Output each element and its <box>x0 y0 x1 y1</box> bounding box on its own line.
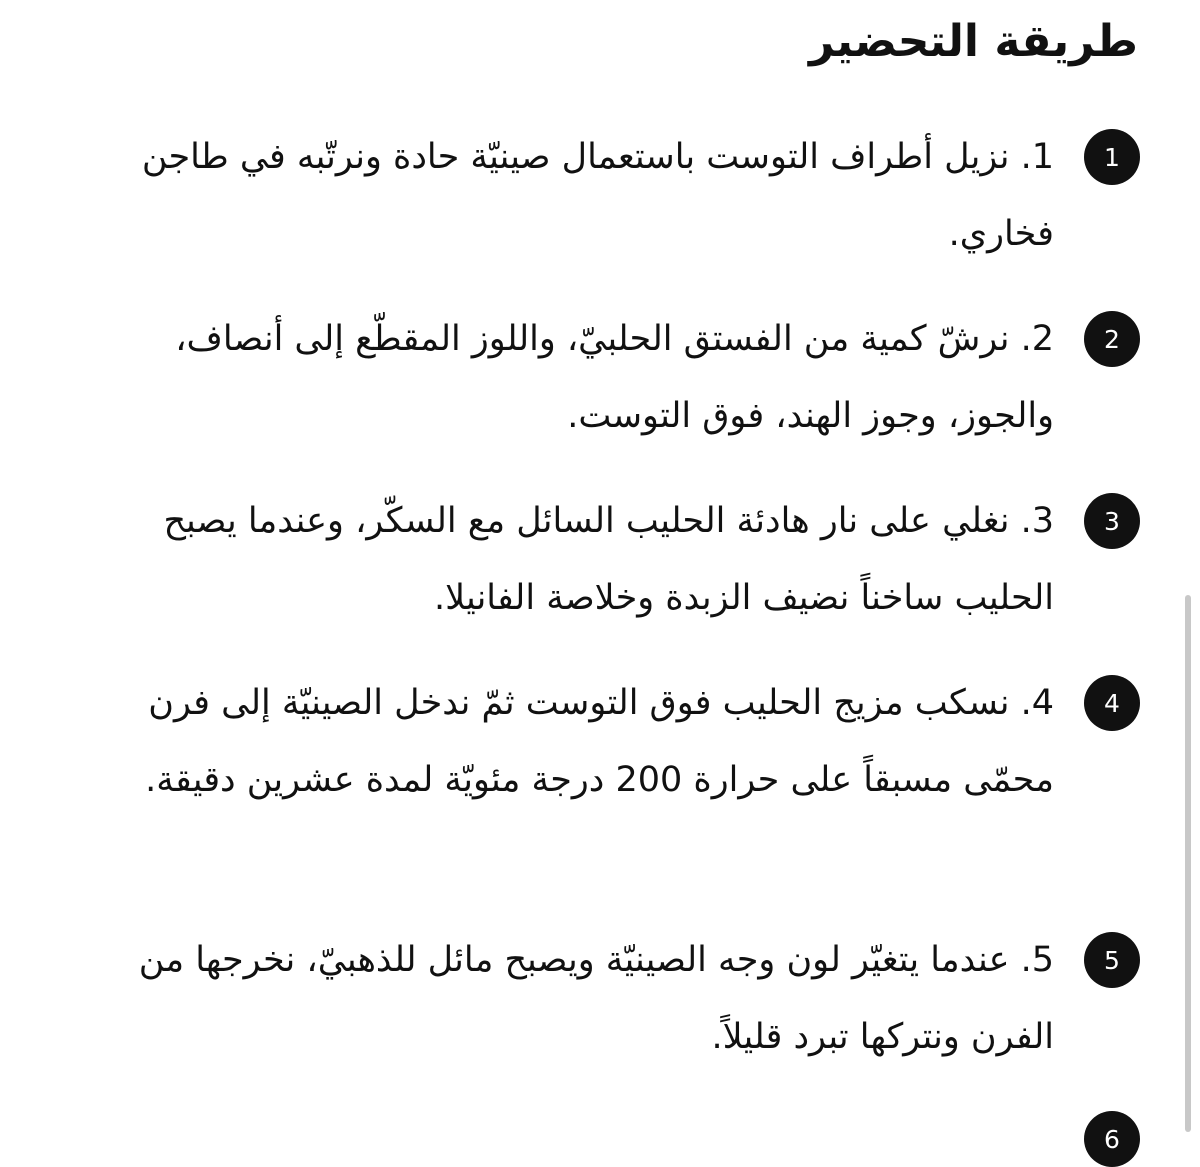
step-prefix: 2. <box>1009 319 1054 359</box>
step-number-badge: 1 <box>1084 129 1140 185</box>
step-number-badge: 4 <box>1084 675 1140 731</box>
vertical-scrollbar[interactable] <box>1185 595 1191 1132</box>
step-number-badge: 6 <box>1084 1111 1140 1167</box>
step-description: نرشّ كمية من الفستق الحلبيّ، واللوز المقطّع إلى أنصاف، والجوز، وجوز الهند، فوق التوست. <box>175 319 1054 436</box>
step-text <box>100 119 1054 273</box>
step-text <box>100 301 1054 455</box>
page-title: طريقة التحضير <box>809 16 1138 67</box>
step-prefix: 3. <box>1009 501 1054 541</box>
step-text <box>100 483 1054 637</box>
step-prefix: 1. <box>1009 137 1054 177</box>
step-text <box>100 922 1054 1076</box>
step-description: نغلي على نار هادئة الحليب السائل مع السكّر، وعندما يصبح الحليب ساخناً نضيف الزبدة وخلاصة الفانيلا. <box>163 501 1054 618</box>
step-item-3 <box>100 493 1140 637</box>
step-number-badge: 5 <box>1084 932 1140 988</box>
step-prefix: 5. <box>1009 940 1054 980</box>
step-number-badge: 3 <box>1084 493 1140 549</box>
step-prefix: 4. <box>1009 683 1054 723</box>
step-item-4 <box>100 675 1140 819</box>
step-item-6 <box>100 1111 1140 1167</box>
step-description: نزيل أطراف التوست باستعمال صينيّة حادة ونرتّبه في طاجن فخاري. <box>141 137 1054 254</box>
step-text <box>100 665 1054 819</box>
step-item-5 <box>100 932 1140 1076</box>
step-item-2 <box>100 311 1140 455</box>
step-description: نسكب مزيج الحليب فوق التوست ثمّ ندخل الصينيّة إلى فرن محمّى مسبقاً على حرارة 200 درجة مئويّة لمدة عشرين دقيقة. <box>145 683 1054 800</box>
step-item-1 <box>100 129 1140 273</box>
step-description: عندما يتغيّر لون وجه الصينيّة ويصبح مائل للذهبيّ، نخرجها من الفرن ونتركها تبرد قليلاً. <box>138 940 1054 1057</box>
step-number-badge: 2 <box>1084 311 1140 367</box>
